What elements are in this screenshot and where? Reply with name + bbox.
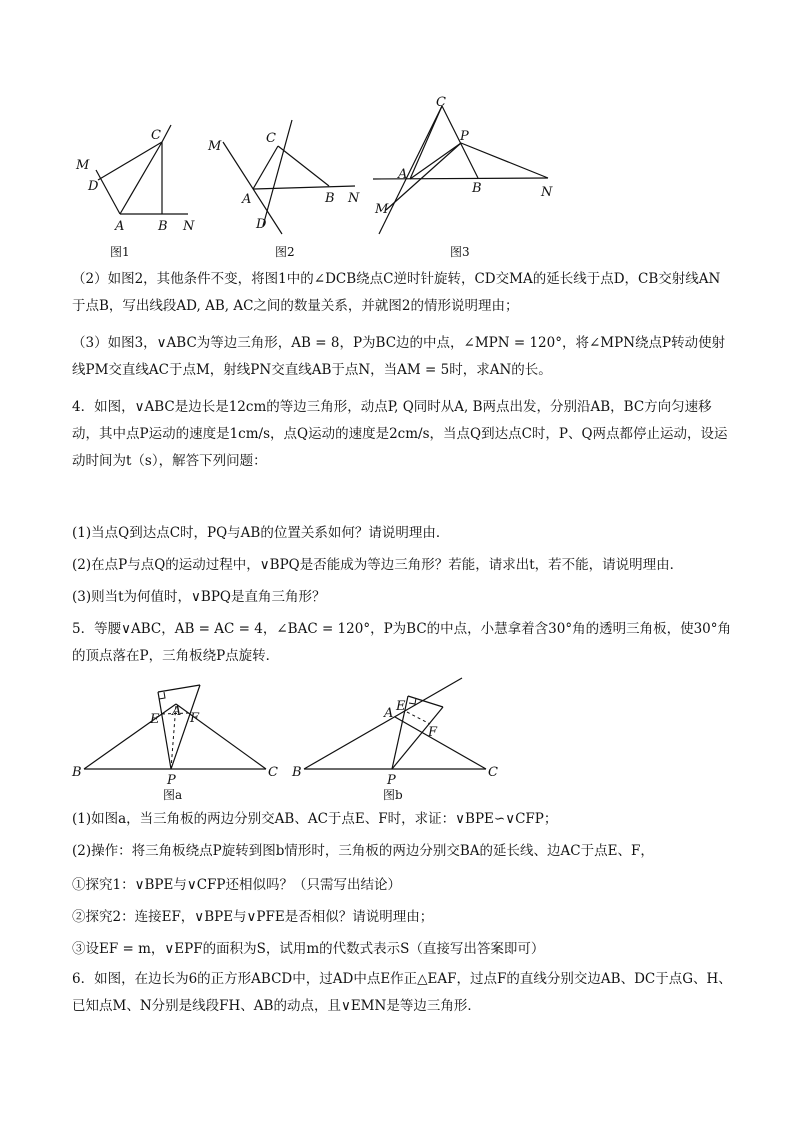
fig2-label-m: M	[208, 139, 222, 154]
q5-part2b: ②探究2：连接EF，∨BPE与∨PFE是否相似？请说明理由；	[72, 909, 434, 925]
figure-b	[291, 678, 498, 802]
figb-caption: 图b	[383, 788, 403, 802]
fig3-label-b: B	[472, 181, 482, 196]
q5-part2a: ①探究1：∨BPE与∨CFP还相似吗？（只需写出结论）	[72, 877, 401, 893]
q4-intro: 4．如图，∨ABC是边长是12cm的等边三角形，动点P, Q同时从A, B两点出发，分别沿AB，BC方向匀速移动，其中点P运动的速度是1cm/s，点Q运动的速度是2cm/s，当点Q到达点C时，P、Q两点都停止运动，设运动时间为t（s），解答下列问题：	[72, 399, 728, 469]
q5-part2: (2)操作：将三角板绕点P旋转到图b情形时，三角板的两边分别交BA的延长线、边AC于点E、F，	[72, 843, 654, 859]
fig3-label-c: C	[436, 95, 446, 110]
figures-mid	[70, 654, 590, 804]
q3-part2: （2）如图2，其他条件不变，将图1中的∠DCB绕点C逆时针旋转，CD交MA的延长线于点D，CB交射线AN于点B，写出线段AD, AB, AC之间的数量关系，并就图2的情形说明理由；	[72, 271, 721, 314]
fig1-label-a: A	[115, 219, 125, 234]
figures-top	[70, 92, 570, 262]
fig3-label-n: N	[541, 185, 553, 200]
figa-label-p: P	[167, 773, 176, 788]
fig1-label-m: M	[76, 158, 90, 173]
q5-intro: 5．等腰∨ABC，AB = AC = 4，∠BAC = 120°，P为BC的中点，小慧拿着含30°角的透明三角板，使30°角的顶点落在P，三角板绕P点旋转．	[72, 621, 732, 664]
figure-3	[373, 95, 553, 259]
fig1-label-b: B	[158, 219, 168, 234]
figure-2	[207, 120, 360, 259]
fig3-label-m: M	[375, 202, 389, 217]
figa-label-b: B	[72, 765, 82, 780]
fig1-label-c: C	[151, 128, 161, 143]
fig2-label-a: A	[242, 192, 252, 207]
q4-part1: (1)当点Q到达点C时，PQ与AB的位置关系如何？请说明理由．	[72, 525, 450, 541]
fig3-label-p: P	[460, 129, 469, 144]
fig2-label-d: D	[256, 217, 267, 232]
figa-caption: 图a	[163, 788, 183, 802]
q4-part3: (3)则当t为何值时，∨BPQ是直角三角形？	[72, 589, 326, 605]
fig2-label-c: C	[266, 131, 276, 146]
fig3-label-a: A	[398, 167, 408, 182]
fig1-caption: 图1	[110, 245, 130, 259]
fig1-label-n: N	[183, 219, 195, 234]
figb-label-c: C	[488, 765, 498, 780]
figb-label-e: E	[396, 699, 406, 714]
q4-part2: (2)在点P与点Q的运动过程中，∨BPQ是否能成为等边三角形？若能，请求出t，若不能，请说明理由．	[72, 557, 684, 573]
figb-label-f: F	[428, 725, 438, 740]
q6-intro: 6．如图，在边长为6的正方形ABCD中，过AD中点E作正△EAF，过点F的直线分别交边AB、DC于点G、H、已知点M、N分别是线段FH、AB的动点，且∨EMN是等边三角形．	[72, 971, 732, 1014]
q5-part2c: ③设EF = m，∨EPF的面积为S，试用m的代数式表示S（直接写出答案即可）	[72, 941, 545, 957]
figure-a	[71, 685, 278, 802]
figb-label-a: A	[384, 706, 394, 721]
figure-1	[75, 125, 195, 259]
q5-part1: (1)如图a，当三角板的两边分别交AB、AC于点E、F时，求证：∨BPE∽∨CFP；	[72, 811, 558, 827]
figa-label-a: A	[172, 704, 182, 719]
fig2-label-n: N	[348, 191, 360, 206]
fig1-label-d: D	[88, 179, 99, 194]
fig3-caption: 图3	[450, 245, 470, 259]
q3-part3: （3）如图3，∨ABC为等边三角形，AB = 8，P为BC边的中点，∠MPN = 120°，将∠MPN绕点P转动使射线PM交直线AC于点M，射线PN交直线AB于点N，当AM = 5时，求AN的长。	[72, 335, 726, 378]
fig2-label-b: B	[325, 191, 335, 206]
figa-label-f: F	[190, 711, 200, 726]
figb-label-b: B	[292, 765, 302, 780]
figa-label-e: E	[150, 712, 160, 727]
figa-label-c: C	[268, 765, 278, 780]
fig2-caption: 图2	[275, 245, 295, 259]
figb-label-p: P	[387, 773, 396, 788]
